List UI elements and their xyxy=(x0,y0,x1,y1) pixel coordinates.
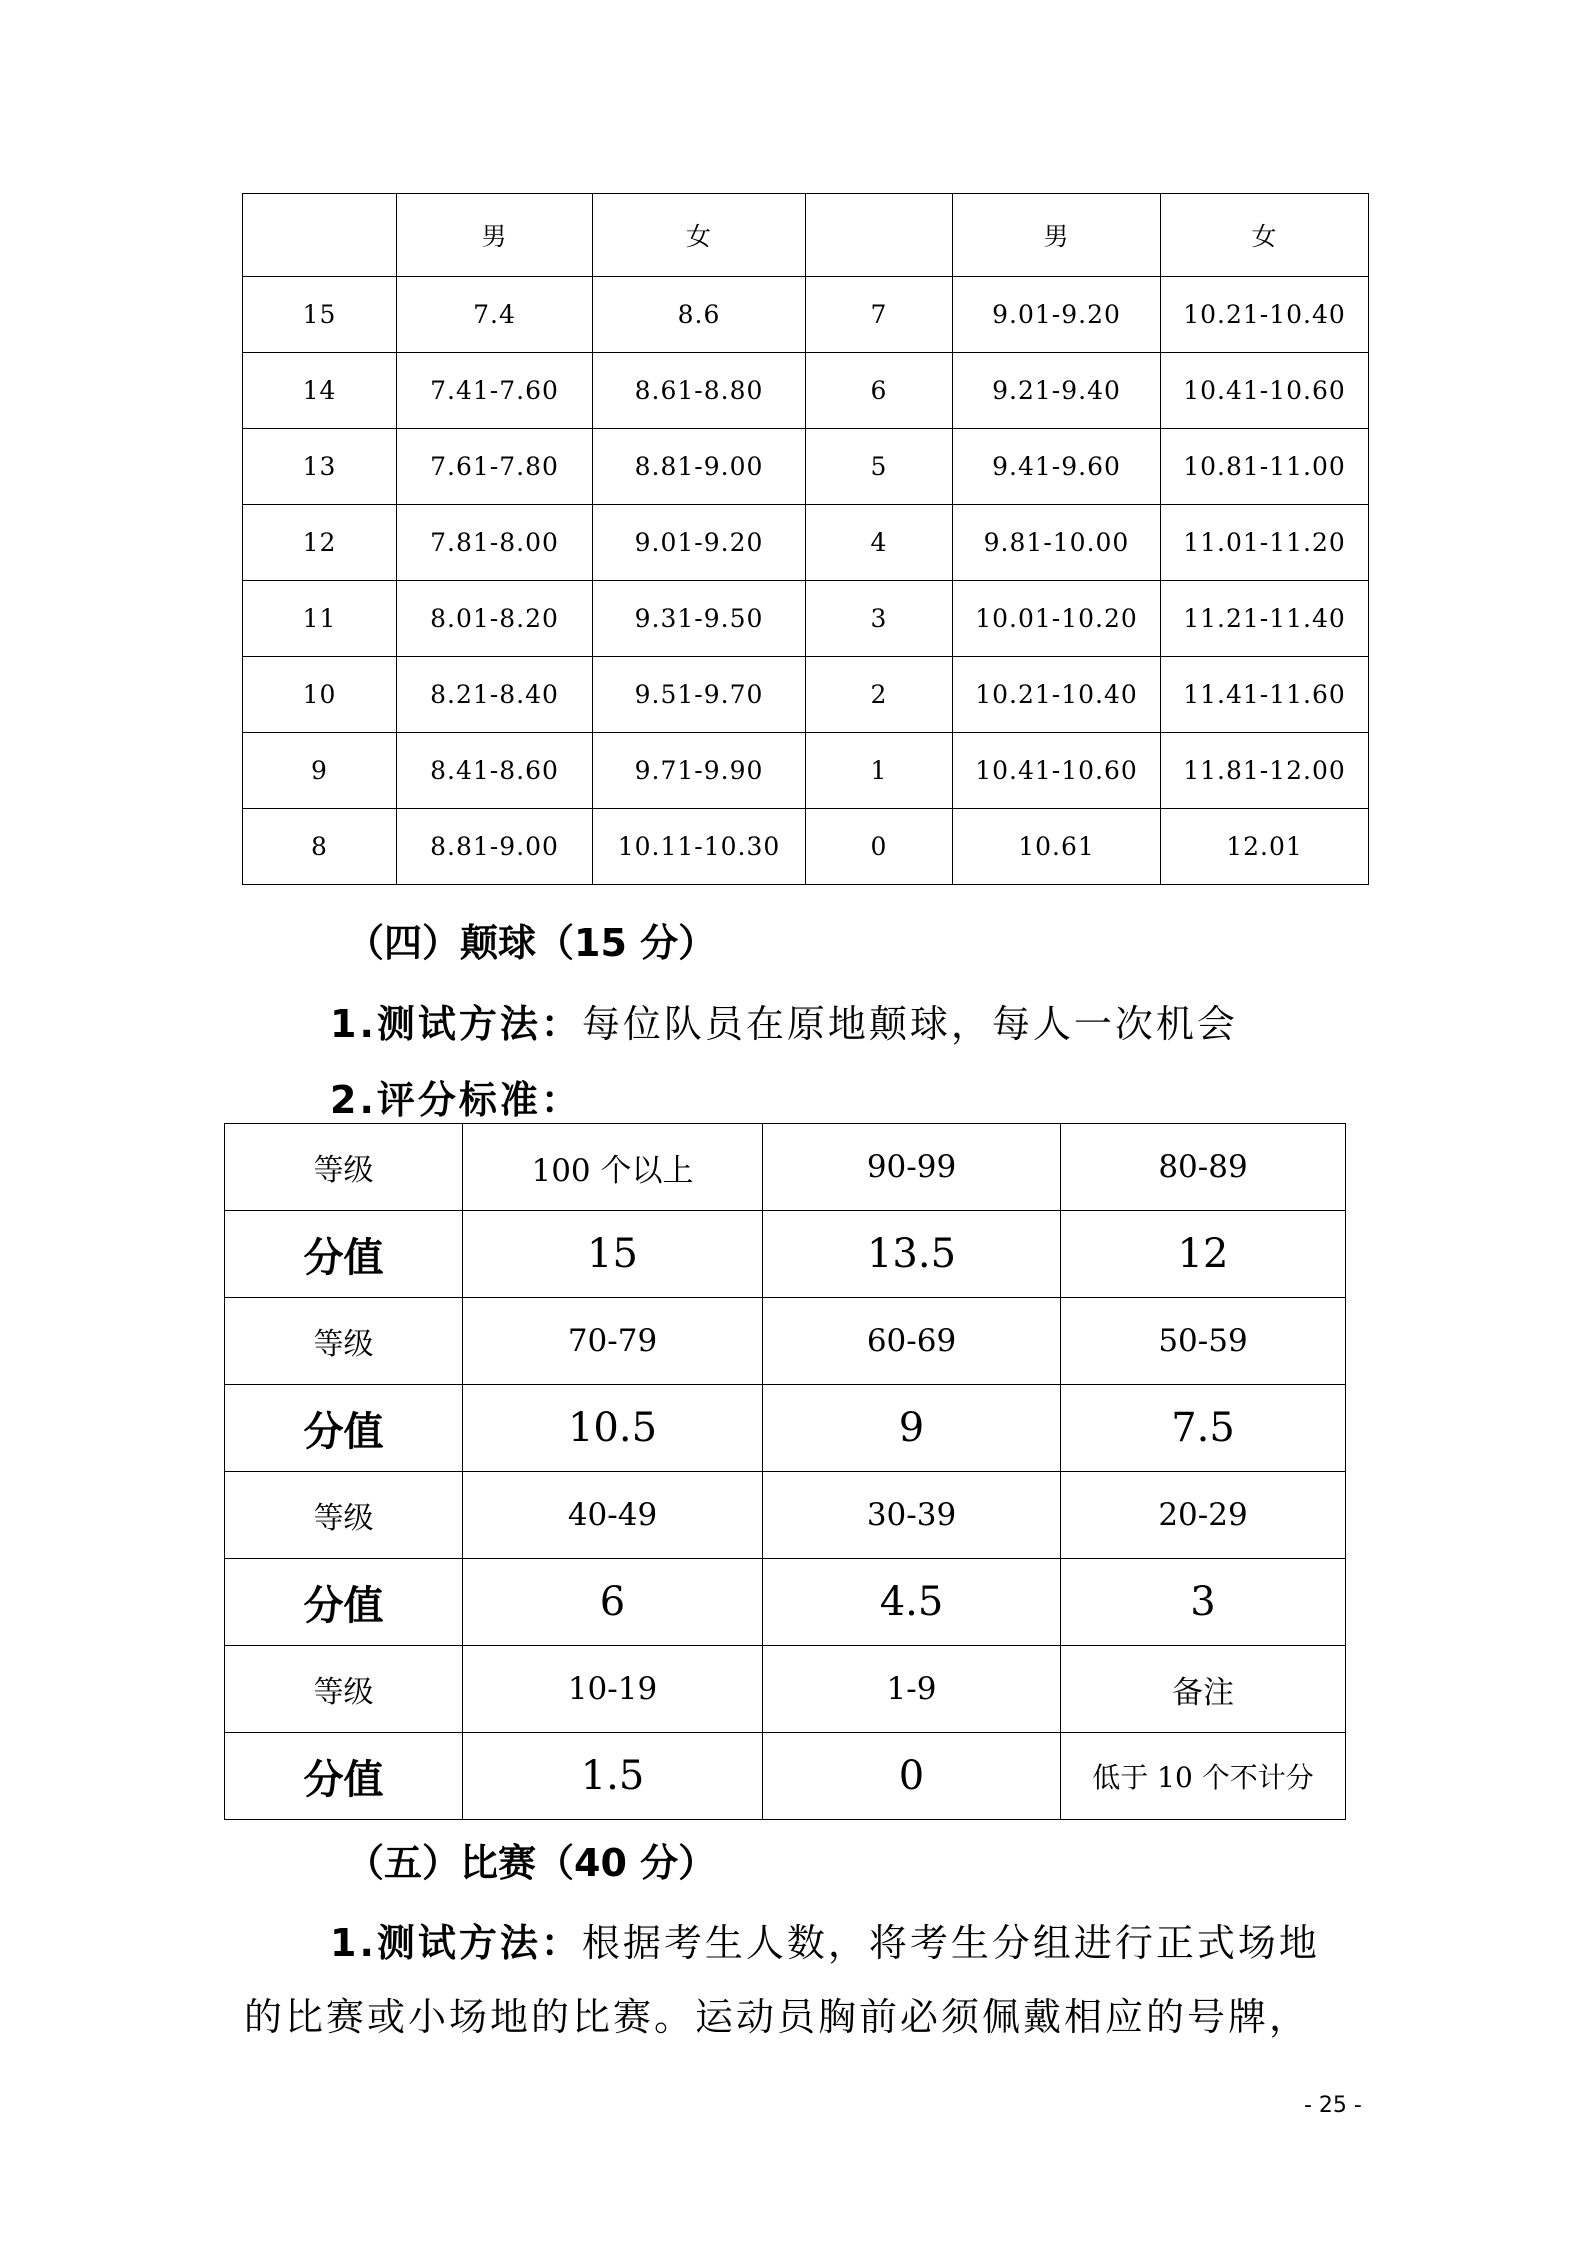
table-cell: 4 xyxy=(806,505,953,581)
table-cell: 10.41-10.60 xyxy=(953,733,1161,809)
score-cell: 3 xyxy=(1061,1559,1346,1646)
grade-cell: 60-69 xyxy=(763,1298,1061,1385)
grade-cell: 50-59 xyxy=(1061,1298,1346,1385)
table-row xyxy=(243,505,1369,581)
table-row xyxy=(243,277,1369,353)
grade-cell: 70-79 xyxy=(463,1298,763,1385)
table-cell: 9.81-10.00 xyxy=(953,505,1161,581)
section-5-method-line-2: 的比赛或小场地的比赛。运动员胸前必须佩戴相应的号牌， xyxy=(244,1995,1311,2039)
table-cell: 11.81-12.00 xyxy=(1161,733,1369,809)
table-cell: 10.81-11.00 xyxy=(1161,429,1369,505)
score-row xyxy=(225,1211,1346,1298)
table-cell: 9 xyxy=(243,733,397,809)
table-cell: 9.51-9.70 xyxy=(593,657,806,733)
table-cell: 8.41-8.60 xyxy=(397,733,593,809)
grade-cell: 备注 xyxy=(1061,1646,1346,1733)
header-cell xyxy=(243,194,397,277)
table-cell: 7 xyxy=(806,277,953,353)
table-cell: 10.41-10.60 xyxy=(1161,353,1369,429)
grade-row xyxy=(225,1472,1346,1559)
table-cell: 9.31-9.50 xyxy=(593,581,806,657)
score-cell: 10.5 xyxy=(463,1385,763,1472)
table-cell: 11.41-11.60 xyxy=(1161,657,1369,733)
section-4-criteria-lead: 2.评分标准： xyxy=(330,1078,582,1122)
score-label-cell: 分值 xyxy=(225,1385,463,1472)
table-cell: 9.41-9.60 xyxy=(953,429,1161,505)
score-cell: 13.5 xyxy=(763,1211,1061,1298)
grade-cell: 1-9 xyxy=(763,1646,1061,1733)
table-cell: 8.61-8.80 xyxy=(593,353,806,429)
score-row xyxy=(225,1559,1346,1646)
header-cell: 男 xyxy=(953,194,1161,277)
grade-label-cell: 等级 xyxy=(225,1646,463,1733)
table-cell: 0 xyxy=(806,809,953,885)
table-cell: 11 xyxy=(243,581,397,657)
table-cell: 7.81-8.00 xyxy=(397,505,593,581)
table-cell: 14 xyxy=(243,353,397,429)
table-cell: 8.21-8.40 xyxy=(397,657,593,733)
table-cell: 15 xyxy=(243,277,397,353)
score-row xyxy=(225,1385,1346,1472)
section-5-method-lead: 1.测试方法： xyxy=(330,1921,582,1965)
table-cell: 1 xyxy=(806,733,953,809)
table-cell: 9.71-9.90 xyxy=(593,733,806,809)
grade-label-cell: 等级 xyxy=(225,1298,463,1385)
score-cell: 0 xyxy=(763,1733,1061,1820)
table-cell: 5 xyxy=(806,429,953,505)
grade-cell: 40-49 xyxy=(463,1472,763,1559)
score-cell: 9 xyxy=(763,1385,1061,1472)
grade-cell: 100 个以上 xyxy=(463,1124,763,1211)
grade-cell: 10-19 xyxy=(463,1646,763,1733)
grade-cell: 30-39 xyxy=(763,1472,1061,1559)
table-cell: 9.01-9.20 xyxy=(953,277,1161,353)
grade-row xyxy=(225,1298,1346,1385)
header-cell: 女 xyxy=(593,194,806,277)
section-5-method-line-1 xyxy=(330,1912,1320,1967)
table-cell: 10.21-10.40 xyxy=(953,657,1161,733)
score-cell: 7.5 xyxy=(1061,1385,1346,1472)
table-row xyxy=(243,353,1369,429)
table-cell: 8.81-9.00 xyxy=(397,809,593,885)
table-cell: 8.6 xyxy=(593,277,806,353)
juggling-score-table xyxy=(224,1123,1346,1820)
header-cell: 男 xyxy=(397,194,593,277)
table-row xyxy=(243,809,1369,885)
score-label-cell: 分值 xyxy=(225,1733,463,1820)
section-5-title: （五）比赛（40 分） xyxy=(346,1841,717,1885)
table-cell: 10.21-10.40 xyxy=(1161,277,1369,353)
section-4-criteria xyxy=(330,1069,582,1124)
grade-label-cell: 等级 xyxy=(225,1472,463,1559)
score-cell: 12 xyxy=(1061,1211,1346,1298)
table-header-row xyxy=(243,194,1369,277)
table-row xyxy=(243,429,1369,505)
table-cell: 9.21-9.40 xyxy=(953,353,1161,429)
score-row xyxy=(225,1733,1346,1820)
section-4-method-lead: 1.测试方法： xyxy=(330,1002,582,1046)
table-row xyxy=(243,657,1369,733)
grade-row xyxy=(225,1646,1346,1733)
table-cell: 8.81-9.00 xyxy=(593,429,806,505)
score-cell: 1.5 xyxy=(463,1733,763,1820)
grade-row xyxy=(225,1124,1346,1211)
score-cell: 15 xyxy=(463,1211,763,1298)
grade-label-cell: 等级 xyxy=(225,1124,463,1211)
table-row xyxy=(243,581,1369,657)
page-number: - 25 - xyxy=(1304,2093,1362,2118)
table-cell: 12 xyxy=(243,505,397,581)
table-cell: 8.01-8.20 xyxy=(397,581,593,657)
grade-cell: 80-89 xyxy=(1061,1124,1346,1211)
table-cell: 7.4 xyxy=(397,277,593,353)
table-cell: 6 xyxy=(806,353,953,429)
score-label-cell: 分值 xyxy=(225,1211,463,1298)
table-cell: 10.01-10.20 xyxy=(953,581,1161,657)
score-cell: 低于 10 个不计分 xyxy=(1061,1733,1346,1820)
table-cell: 10.61 xyxy=(953,809,1161,885)
table-cell: 10 xyxy=(243,657,397,733)
score-cell: 4.5 xyxy=(763,1559,1061,1646)
grade-cell: 20-29 xyxy=(1061,1472,1346,1559)
section-4-title: （四）颠球（15 分） xyxy=(346,921,717,965)
header-cell: 女 xyxy=(1161,194,1369,277)
table-cell: 7.41-7.60 xyxy=(397,353,593,429)
table-cell: 12.01 xyxy=(1161,809,1369,885)
table-cell: 10.11-10.30 xyxy=(593,809,806,885)
section-4-method xyxy=(330,993,1238,1048)
section-5-method-text-1: 根据考生人数，将考生分组进行正式场地 xyxy=(581,1921,1320,1965)
table-cell: 3 xyxy=(806,581,953,657)
table-cell: 2 xyxy=(806,657,953,733)
table-cell: 11.01-11.20 xyxy=(1161,505,1369,581)
table-cell: 13 xyxy=(243,429,397,505)
table-cell: 9.01-9.20 xyxy=(593,505,806,581)
table-cell: 8 xyxy=(243,809,397,885)
score-cell: 6 xyxy=(463,1559,763,1646)
score-label-cell: 分值 xyxy=(225,1559,463,1646)
sprint-score-table xyxy=(242,193,1369,885)
grade-cell: 90-99 xyxy=(763,1124,1061,1211)
section-4-method-text: 每位队员在原地颠球，每人一次机会 xyxy=(581,1002,1238,1046)
header-cell xyxy=(806,194,953,277)
table-cell: 7.61-7.80 xyxy=(397,429,593,505)
table-row xyxy=(243,733,1369,809)
table-cell: 11.21-11.40 xyxy=(1161,581,1369,657)
